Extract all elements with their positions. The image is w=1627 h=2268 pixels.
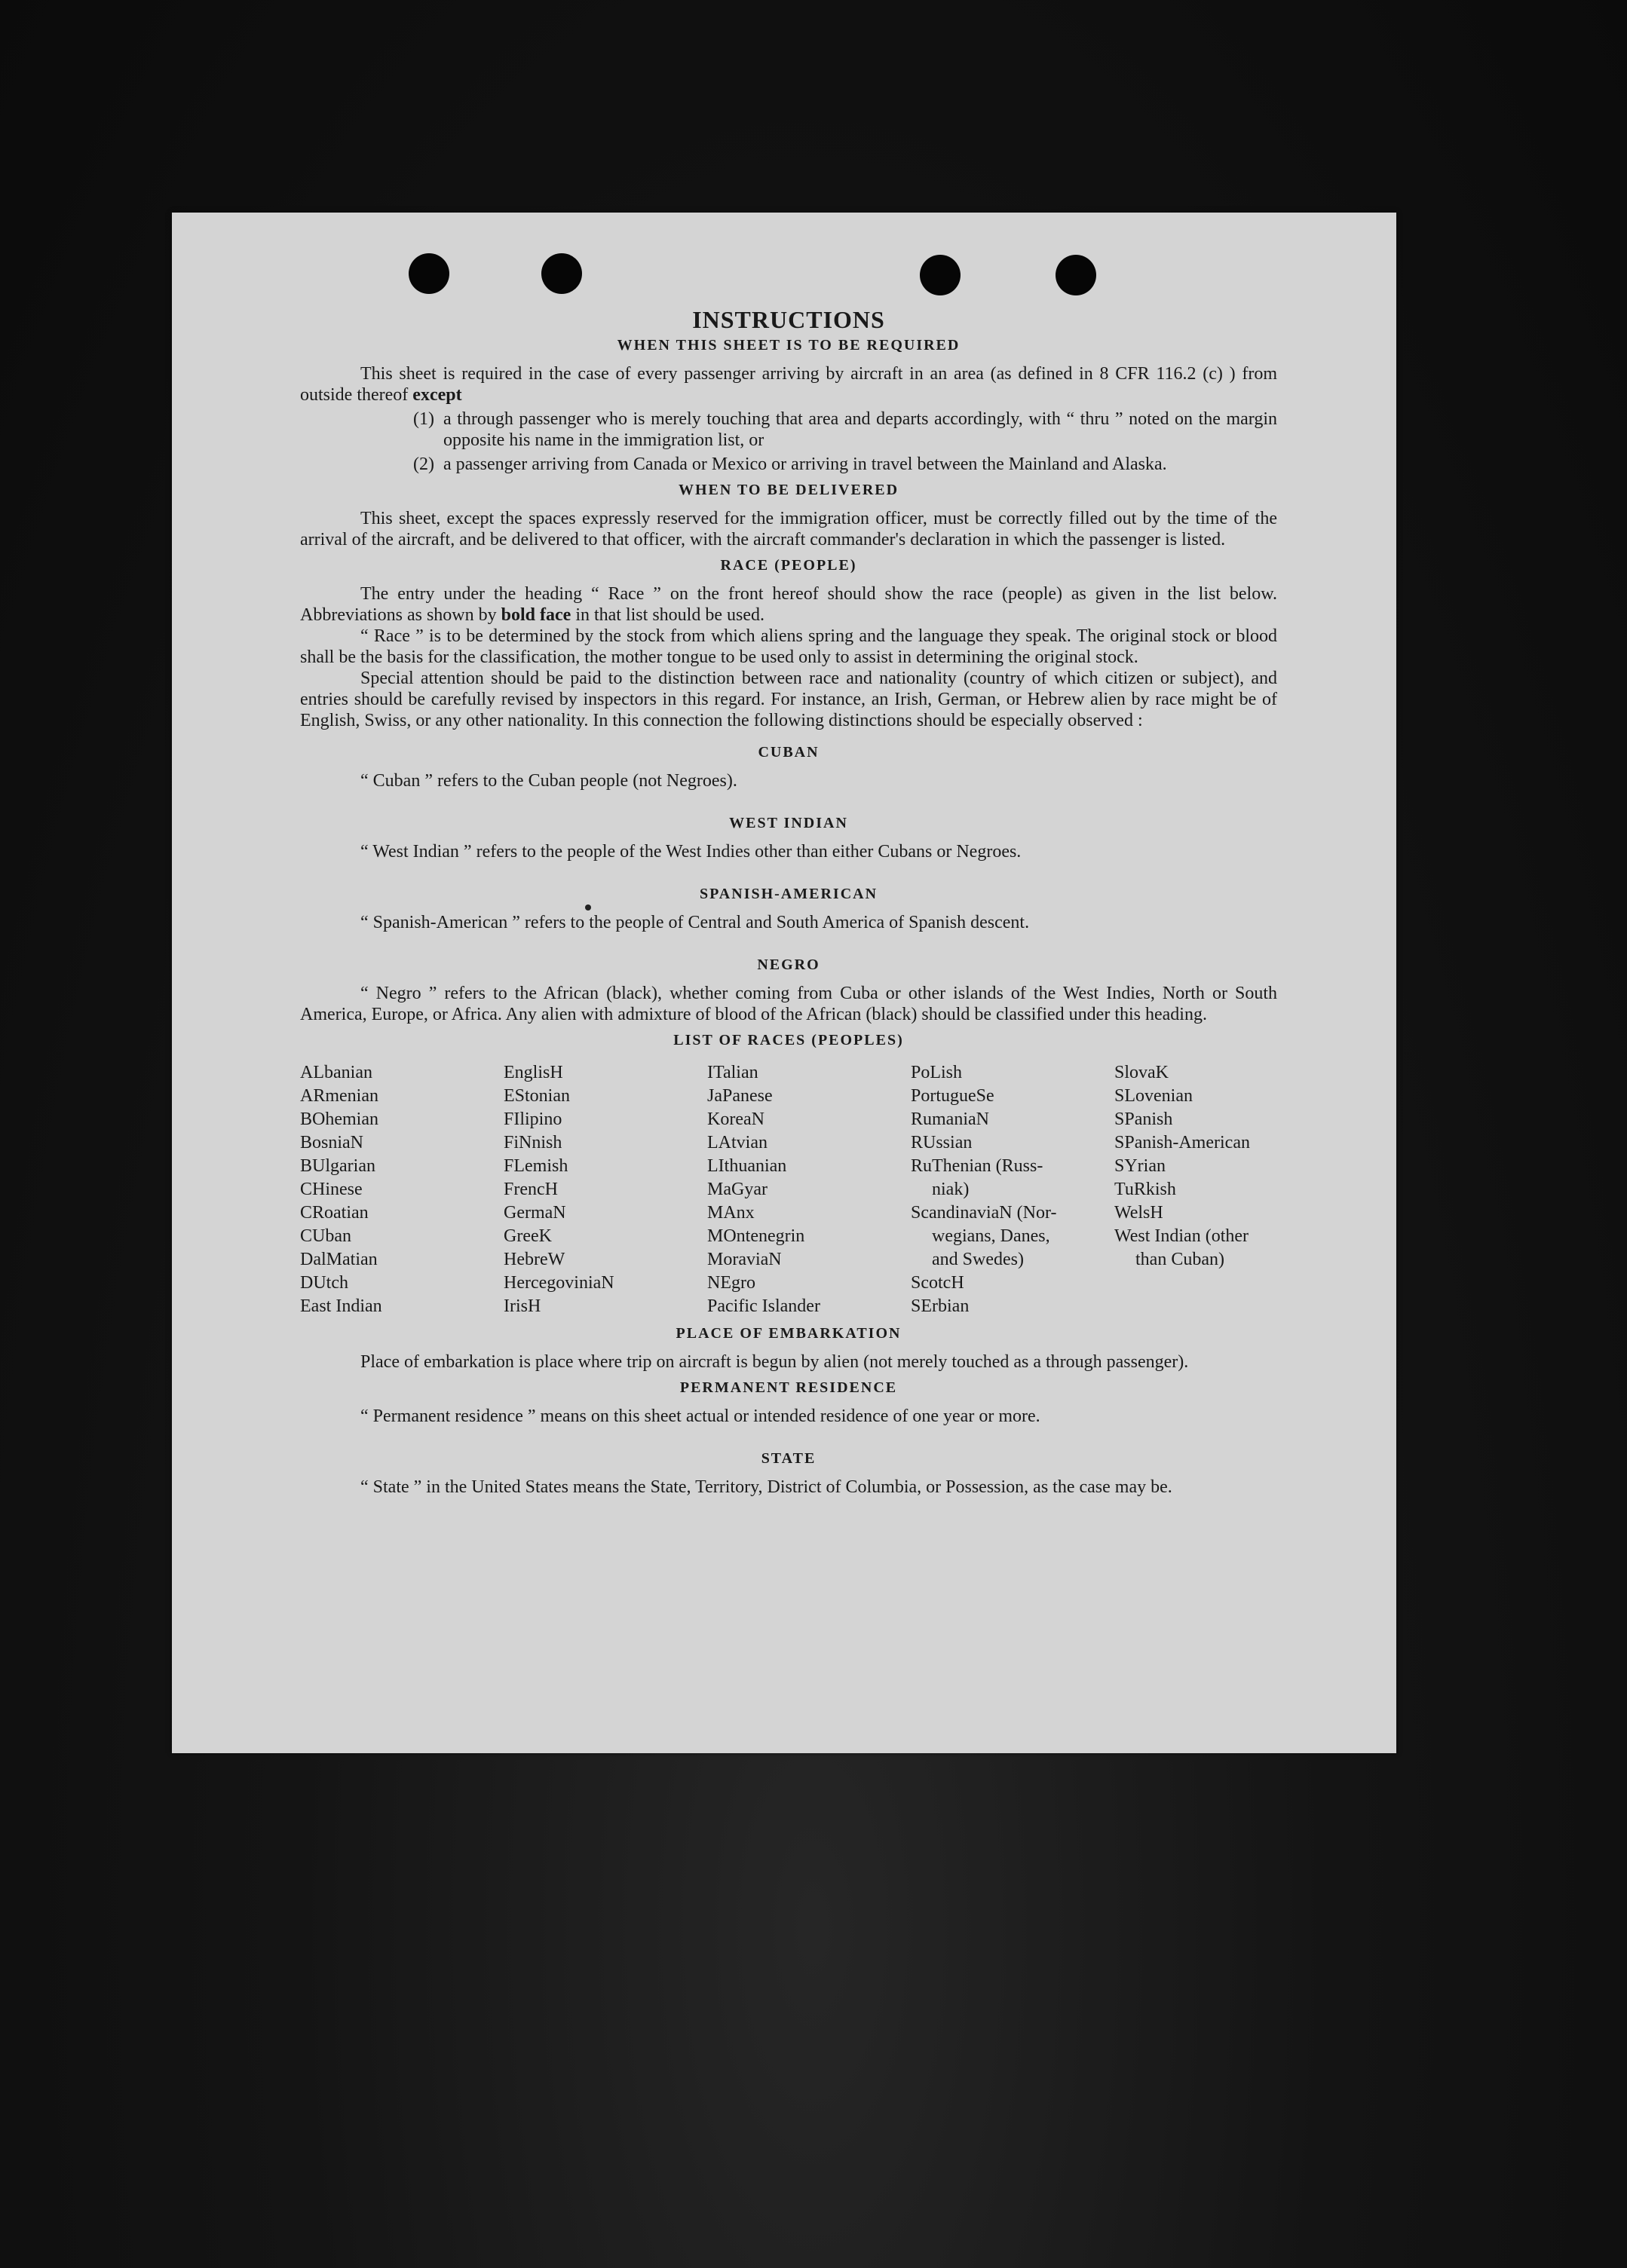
list-item: SPanish <box>1114 1110 1173 1129</box>
list-item: CHinese <box>300 1180 363 1199</box>
list-item: MaGyar <box>707 1180 768 1199</box>
list-item: SYrian <box>1114 1156 1166 1176</box>
state-text: “ State ” in the United States means the State, Territory, District of Columbia, or Possession, as the case may be. <box>360 1477 1172 1497</box>
list-item: ScotcH <box>911 1273 964 1293</box>
list-item: PoLish <box>911 1063 963 1082</box>
section-heading-embarkation: PLACE OF EMBARKATION <box>676 1325 902 1342</box>
list-item: GermaN <box>504 1203 566 1223</box>
instructions-body <box>300 306 1277 1498</box>
race-paragraph-2: “ Race ” is to be determined by the stock from which aliens spring and the language they speak. The original stock or blood shall be the basis for the classification, the mother tongue to be used only to assist in determining the original stock. <box>300 626 1277 667</box>
list-item: CRoatian <box>300 1203 369 1223</box>
list-item: BosniaN <box>300 1133 363 1152</box>
section-heading-negro: NEGRO <box>757 956 820 973</box>
list-item: KoreaN <box>707 1110 764 1129</box>
required-intro: This sheet is required in the case of every passenger arriving by aircraft in an area (as defined in 8 CFR 116.2 (c) ) from outside thereof except <box>300 364 1277 405</box>
section-heading-spanish-american: SPANISH-AMERICAN <box>699 886 878 902</box>
list-item: GreeK <box>504 1226 552 1246</box>
list-item: BUlgarian <box>300 1156 375 1176</box>
list-item: FLemish <box>504 1156 568 1176</box>
section-heading-delivered: WHEN TO BE DELIVERED <box>678 482 899 498</box>
list-item: TuRkish <box>1114 1180 1176 1199</box>
list-item: MoraviaN <box>707 1250 782 1269</box>
list-item: SPanish-American <box>1114 1133 1250 1152</box>
list-item: SlovaK <box>1114 1063 1169 1082</box>
list-item: EnglisH <box>504 1063 563 1082</box>
list-item: HercegoviniaN <box>504 1273 614 1293</box>
section-heading-required: WHEN THIS SHEET IS TO BE REQUIRED <box>617 337 961 354</box>
list-item: West Indian (other <box>1114 1226 1249 1246</box>
list-item: RumaniaN <box>911 1110 989 1129</box>
instruction-sheet <box>172 213 1396 1753</box>
race-paragraph-3: Special attention should be paid to the distinction between race and nationality (country of which citizen or subject), and entries should be carefully revised by inspectors in this regard. For instance, an Irish, German, or Hebrew alien by race might be of English, Swiss, or any other nationality. In this connection the following distinctions should be especially observed : <box>300 669 1277 730</box>
list-item: PortugueSe <box>911 1086 994 1106</box>
section-heading-west-indian: WEST INDIAN <box>729 815 848 831</box>
list-item: JaPanese <box>707 1086 773 1106</box>
list-item: niak) <box>932 1180 970 1199</box>
list-item: LAtvian <box>707 1133 768 1152</box>
punch-hole <box>1056 255 1096 295</box>
list-item: EStonian <box>504 1086 570 1106</box>
list-item: DalMatian <box>300 1250 378 1269</box>
list-item: NEgro <box>707 1273 755 1293</box>
list-item: ARmenian <box>300 1086 378 1106</box>
race-paragraph-1: The entry under the heading “ Race ” on the front hereof should show the race (people) as given in the list below. Abbreviations as shown by bold face in that list should be used. <box>300 584 1277 625</box>
negro-text: “ Negro ” refers to the African (black), whether coming from Cuba or other islands of the West Indies, North or South America, Europe, or Africa. Any alien with admixture of blood of the African (black) should be classified under this heading. <box>300 984 1277 1024</box>
list-item: WelsH <box>1114 1203 1163 1223</box>
section-heading-races-list: LIST OF RACES (PEOPLES) <box>673 1032 904 1048</box>
list-item: IrisH <box>504 1296 541 1316</box>
races-column <box>1114 1061 1277 1318</box>
residence-text: “ Permanent residence ” means on this sheet actual or intended residence of one year or more. <box>360 1406 1040 1426</box>
races-column <box>707 1061 911 1318</box>
west-indian-text: “ West Indian ” refers to the people of the West Indies other than either Cubans or Negroes. <box>360 842 1022 862</box>
list-item: FiNnish <box>504 1133 562 1152</box>
section-heading-state: STATE <box>761 1450 817 1467</box>
list-item: ScandinaviaN (Nor- <box>911 1203 1057 1223</box>
section-heading-residence: PERMANENT RESIDENCE <box>679 1379 898 1396</box>
cuban-text: “ Cuban ” refers to the Cuban people (not Negroes). <box>360 771 737 791</box>
section-heading-cuban: CUBAN <box>758 744 820 761</box>
list-item: LIthuanian <box>707 1156 787 1176</box>
list-item: wegians, Danes, <box>932 1226 1050 1246</box>
races-column <box>504 1061 707 1318</box>
punch-hole <box>920 255 961 295</box>
races-list <box>300 1061 1277 1318</box>
races-column <box>300 1061 504 1318</box>
list-item: East Indian <box>300 1296 382 1316</box>
races-column <box>911 1061 1114 1318</box>
list-item: RUssian <box>911 1133 973 1152</box>
list-item: MAnx <box>707 1203 755 1223</box>
list-item: and Swedes) <box>932 1250 1024 1269</box>
list-item: BOhemian <box>300 1110 378 1129</box>
list-item: DUtch <box>300 1273 348 1293</box>
section-heading-race: RACE (PEOPLE) <box>720 557 857 574</box>
delivered-text: This sheet, except the spaces expressly reserved for the immigration officer, must be correctly filled out by the time of the arrival of the aircraft, and be delivered to that officer, with the aircraft commander's declaration in which the passenger is listed. <box>300 509 1277 549</box>
list-item: RuThenian (Russ- <box>911 1156 1043 1176</box>
list-item: MOntenegrin <box>707 1226 805 1246</box>
list-item: SLovenian <box>1114 1086 1193 1106</box>
exception-item: (1) a through passenger who is merely touching that area and departs accordingly, with “ thru ” noted on the margin opposite his name in the immigration list, or <box>413 409 1277 450</box>
list-item: Pacific Islander <box>707 1296 820 1316</box>
list-item: HebreW <box>504 1250 565 1269</box>
list-item: than Cuban) <box>1135 1250 1224 1269</box>
exception-item: (2) a passenger arriving from Canada or Mexico or arriving in travel between the Mainland and Alaska. <box>413 455 1167 474</box>
list-item: ALbanian <box>300 1063 372 1082</box>
list-item: CUban <box>300 1226 351 1246</box>
list-item: ITalian <box>707 1063 758 1082</box>
embarkation-text: Place of embarkation is place where trip on aircraft is begun by alien (not merely touched as a through passenger). <box>360 1352 1189 1372</box>
spanish-american-text: “ Spanish-American ” refers to the people of Central and South America of Spanish descent. <box>360 913 1030 932</box>
list-item: SErbian <box>911 1296 970 1316</box>
list-item: FrencH <box>504 1180 558 1199</box>
page-title: INSTRUCTIONS <box>692 306 885 333</box>
punch-hole <box>541 253 582 294</box>
punch-hole <box>409 253 449 294</box>
list-item: FIlipino <box>504 1110 562 1129</box>
